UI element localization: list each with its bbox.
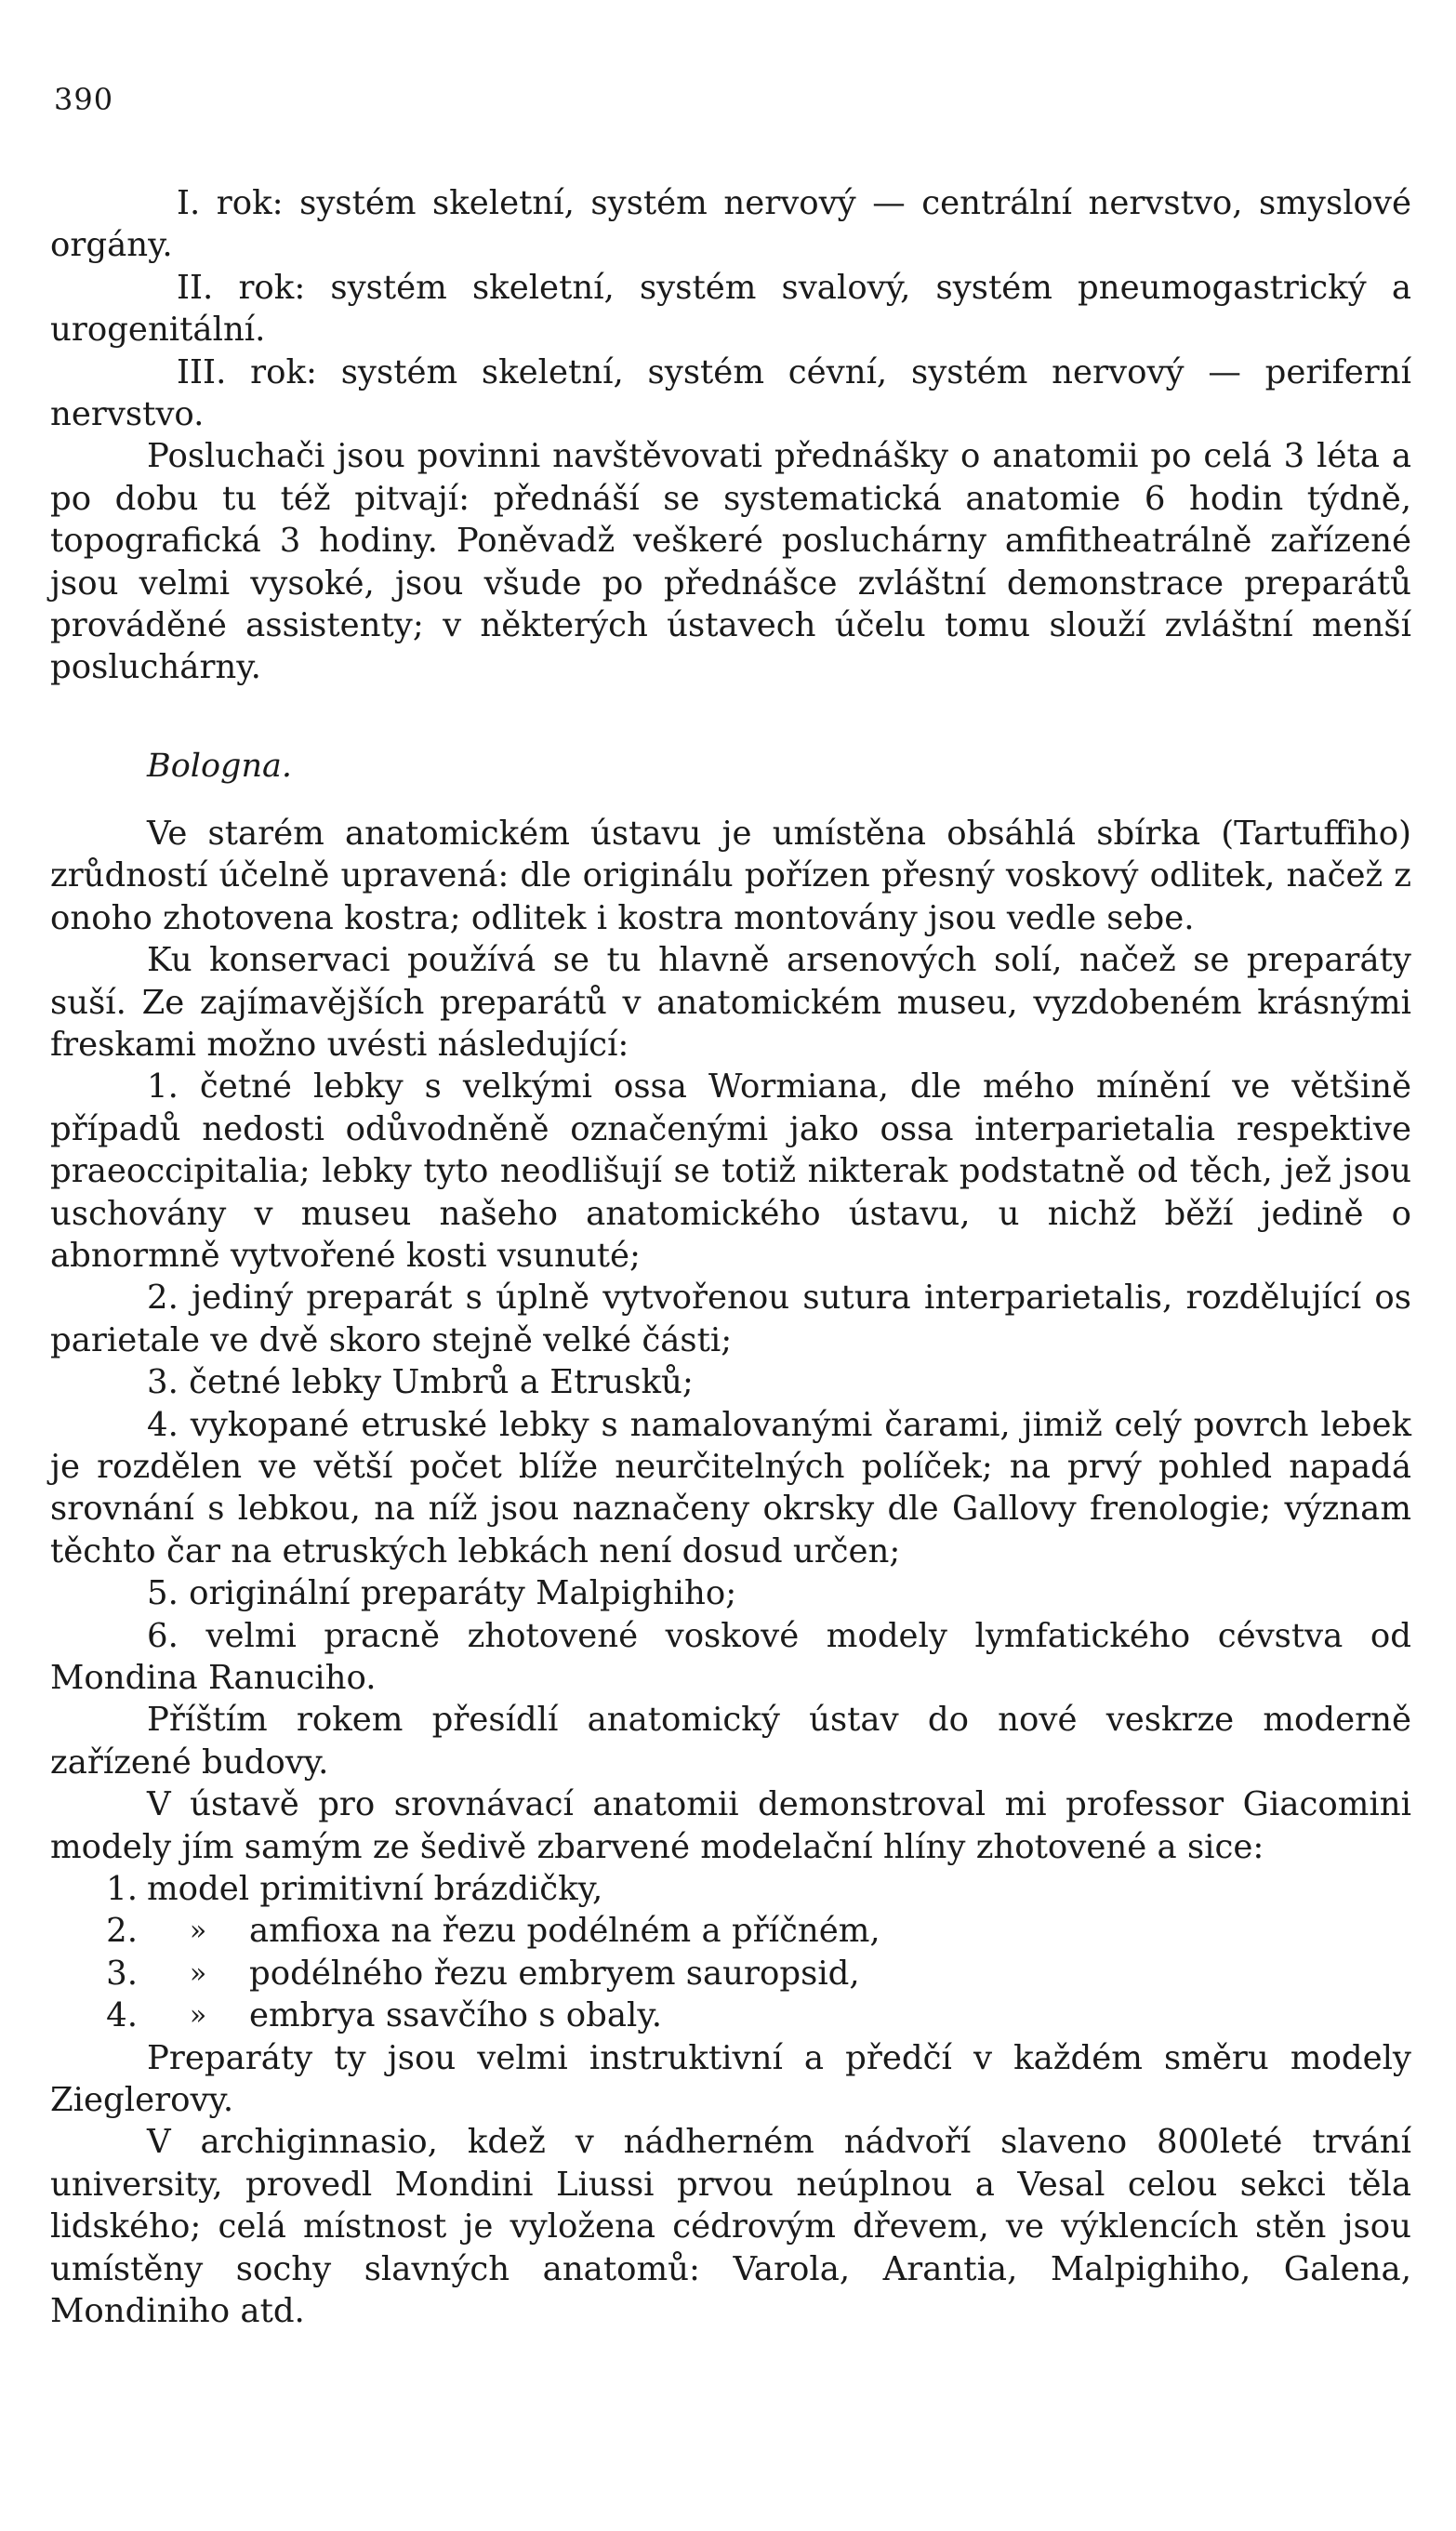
paragraph: V ústavě pro srovnávací anatomii demonstroval mi professor Giacomini modely jím samým ze šedivě zbarvené modelační hlíny zhotovené a sice:: [50, 1785, 1411, 1866]
list-item: [50, 1953, 1411, 1994]
paragraph: Ku konservaci používá se tu hlavně arsenových solí, načež se preparáty suší. Ze zajímavějších preparátů v anatomickém museu, vyzdobeném krásnými freskami možno uvésti následující:: [50, 941, 1411, 1064]
intro-paragraph-4: Posluchači jsou povinni navštěvovati přednášky o anatomii po celá 3 léta a po dobu tu též pitvají: přednáší se systematická anatomie 6 hodin týdně, topografická 3 hodiny. Poněvadž veškeré posluchárny amfitheatrálně zařízené jsou velmi vysoké, jsou všude po přednášce zvláštní demonstrace preparátů prováděné assistenty; v některých ústavech účelu tomu slouží zvláštní menší posluchárny.: [50, 437, 1411, 687]
paragraph: Ve starém anatomickém ústavu je umístěna obsáhlá sbírka (Tartuffiho) zrůdností účelně upravená: dle originálu pořízen přesný voskový odlitek, načež z onoho zhotovena kostra; odlitek i kostra montovány jsou vedle sebe.: [50, 814, 1411, 937]
models-list: [50, 1868, 1411, 2037]
body-text: [50, 182, 1411, 2332]
numbered-item: 5. originální preparáty Malpighiho;: [147, 1574, 737, 1613]
list-number: 1.: [106, 1870, 138, 1909]
numbered-item: 1. četné lebky s velkými ossa Wormiana, dle mého mínění ve většině případů nedosti odůvodněně označenými jako ossa interparietalia respektive praeoccipitalia; lebky tyto neodlišují se totiž nikterak podstatně od těch, jež jsou uschovány v museu našeho anatomického ústavu, u nichž běží jedině o abnormně vytvořené kosti vsunuté;: [50, 1067, 1411, 1275]
list-text: podélného řezu embryem sauropsid,: [249, 1954, 860, 1993]
intro-paragraph-2: II. rok: systém skeletní, systém svalový, systém pneumogastrický a urogenitální.: [50, 268, 1411, 350]
intro-paragraph-3: III. rok: systém skeletní, systém cévní, systém nervový — periferní nervstvo.: [50, 352, 1411, 434]
numbered-item: 3. četné lebky Umbrů a Etrusků;: [147, 1363, 694, 1402]
list-number: 2.: [106, 1912, 138, 1951]
ditto-mark: »: [189, 1999, 207, 2033]
list-item: [50, 1910, 1411, 1952]
list-text: embrya ssavčího s obaly.: [249, 1996, 663, 2035]
paragraph: Preparáty ty jsou velmi instruktivní a předčí v každém směru modely Zieglerovy.: [50, 2038, 1411, 2119]
page-number: 390: [54, 82, 114, 117]
list-text: model primitivní brázdičky,: [147, 1870, 603, 1909]
section-title: Bologna.: [147, 747, 292, 785]
intro-paragraph-1: I. rok: systém skeletní, systém nervový — centrální nervstvo, smyslové orgány.: [50, 184, 1411, 265]
numbered-item: 2. jediný preparát s úplně vytvořenou sutura interparietalis, rozdělující os parietale ve dvě skoro stejně velké části;: [50, 1279, 1411, 1359]
list-number: 3.: [106, 1954, 138, 1993]
list-item: [50, 1868, 1411, 1910]
paragraph: Příštím rokem přesídlí anatomický ústav do nové veskrze moderně zařízené budovy.: [50, 1701, 1411, 1782]
ditto-mark: »: [189, 1956, 207, 1990]
ditto-mark: »: [189, 1915, 207, 1948]
numbered-item: 4. vykopané etruské lebky s namalovanými čarami, jimiž celý povrch lebek je rozdělen ve větší počet blíže neurčitelných políček; na prvý pohled napadá srovnání s lebkou, na níž jsou naznačeny okrsky dle Gallovy frenologie; význam těchto čar na etruských lebkách není dosud určen;: [50, 1405, 1411, 1570]
list-text: amfioxa na řezu podélném a příčném,: [249, 1912, 880, 1951]
paragraph: V archiginnasio, kdež v nádherném nádvoří slaveno 800leté trvání university, provedl Mondini Liussi prvou neúplnou a Vesal celou sekci těla lidského; celá místnost je vyložena cédrovým dřevem, ve výklencích stěn jsou umístěny sochy slavných anatomů: Varola, Arantia, Malpighiho, Galena, Mondiniho atd.: [50, 2123, 1411, 2331]
numbered-item: 6. velmi pracně zhotovené voskové modely lymfatického cévstva od Mondina Ranuciho.: [50, 1616, 1411, 1697]
list-item: [50, 1994, 1411, 2036]
list-number: 4.: [106, 1996, 138, 2035]
